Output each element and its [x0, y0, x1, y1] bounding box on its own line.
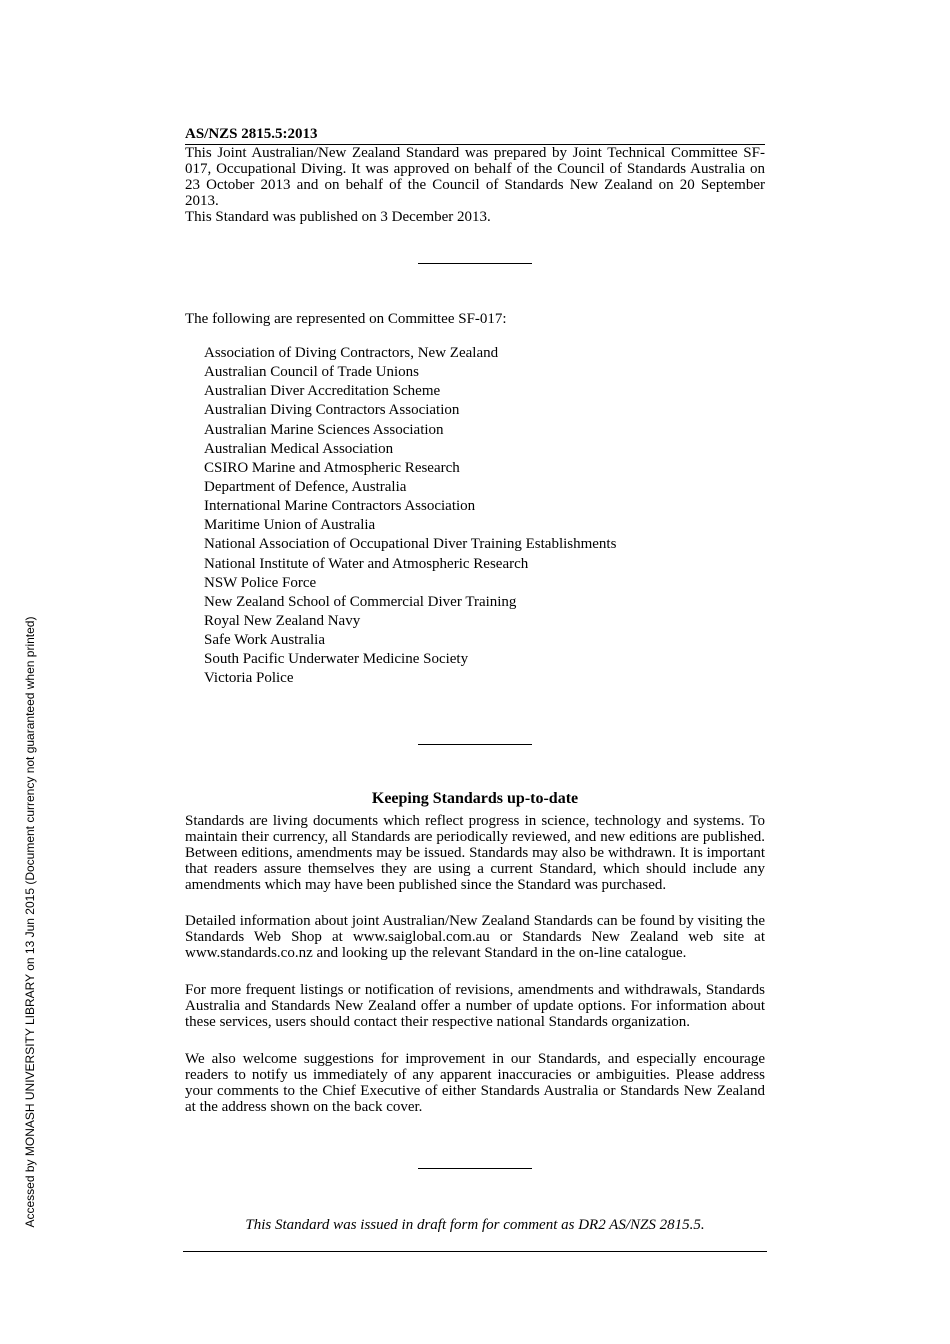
keeping-paragraph: For more frequent listings or notification of revisions, amendments and withdrawals, Standards Australia and Standards New Zealand offer a number of update options. For information about these services, users should contact their respective national Standards organization.: [185, 982, 765, 1030]
committee-member: NSW Police Force: [204, 574, 317, 591]
section-divider: [418, 263, 532, 264]
committee-member: New Zealand School of Commercial Diver Training: [204, 593, 517, 610]
committee-member: National Association of Occupational Diver Training Establishments: [204, 536, 617, 553]
committee-member: Safe Work Australia: [204, 632, 325, 649]
committee-member: Australian Diving Contractors Association: [204, 402, 460, 419]
committee-member: Victoria Police: [204, 670, 294, 687]
keeping-standards-heading: Keeping Standards up-to-date: [371, 790, 579, 807]
footer-rule: [183, 1251, 767, 1252]
section-divider: [418, 1168, 532, 1169]
access-watermark-text: Accessed by MONASH UNIVERSITY LIBRARY on 13 Jun 2015 (Document currency not guaranteed when printed): [23, 616, 37, 1228]
approval-statement: This Joint Australian/New Zealand Standard was prepared by Joint Technical Committee SF-017, Occupational Diving. It was approved on behalf of the Council of Standards Australia on 23 October 2013 and on behalf of the Council of Standards New Zealand on 20 September 2013.: [185, 145, 765, 209]
committee-member: Department of Defence, Australia: [204, 478, 407, 495]
committee-member: Australian Marine Sciences Association: [204, 421, 444, 438]
publication-date-statement: This Standard was published on 3 December 2013.: [185, 209, 491, 225]
committee-member: Australian Diver Accreditation Scheme: [204, 383, 441, 400]
committee-member: National Institute of Water and Atmospheric Research: [204, 555, 529, 572]
keeping-paragraph: We also welcome suggestions for improvement in our Standards, and especially encourage readers to notify us immediately of any apparent inaccuracies or ambiguities. Please address your comments to the Chief Executive of either Standards Australia or Standards New Zealand at the address shown on the back cover.: [185, 1051, 765, 1115]
keeping-paragraph: Detailed information about joint Australian/New Zealand Standards can be found by visiting the Standards Web Shop at www.saiglobal.com.au or Standards New Zealand web site at www.standards.co.nz and looking up the relevant Standard in the on-line catalogue.: [185, 913, 765, 961]
committee-member: Association of Diving Contractors, New Zealand: [204, 345, 499, 361]
committee-member: Maritime Union of Australia: [204, 517, 376, 534]
draft-note: This Standard was issued in draft form for comment as DR2 AS/NZS 2815.5.: [245, 1217, 705, 1233]
committee-member-list: [204, 344, 616, 689]
committee-intro: The following are represented on Committee SF-017:: [185, 311, 507, 327]
keeping-paragraph: Standards are living documents which reflect progress in science, technology and systems. To maintain their currency, all Standards are periodically reviewed, and new editions are published. Between editions, amendments may be issued. Standards may also be withdrawn. It is important that readers assure themselves they are using a current Standard, which should include any amendments which may have been published since the Standard was purchased.: [185, 813, 765, 893]
committee-member: Australian Council of Trade Unions: [204, 364, 419, 381]
committee-member: CSIRO Marine and Atmospheric Research: [204, 459, 460, 476]
committee-member: South Pacific Underwater Medicine Society: [204, 651, 469, 668]
committee-member: Royal New Zealand Navy: [204, 612, 361, 629]
committee-member: Australian Medical Association: [204, 440, 394, 457]
section-divider: [418, 744, 532, 745]
standard-identifier: AS/NZS 2815.5:2013: [185, 126, 765, 145]
committee-member: International Marine Contractors Association: [204, 498, 476, 515]
